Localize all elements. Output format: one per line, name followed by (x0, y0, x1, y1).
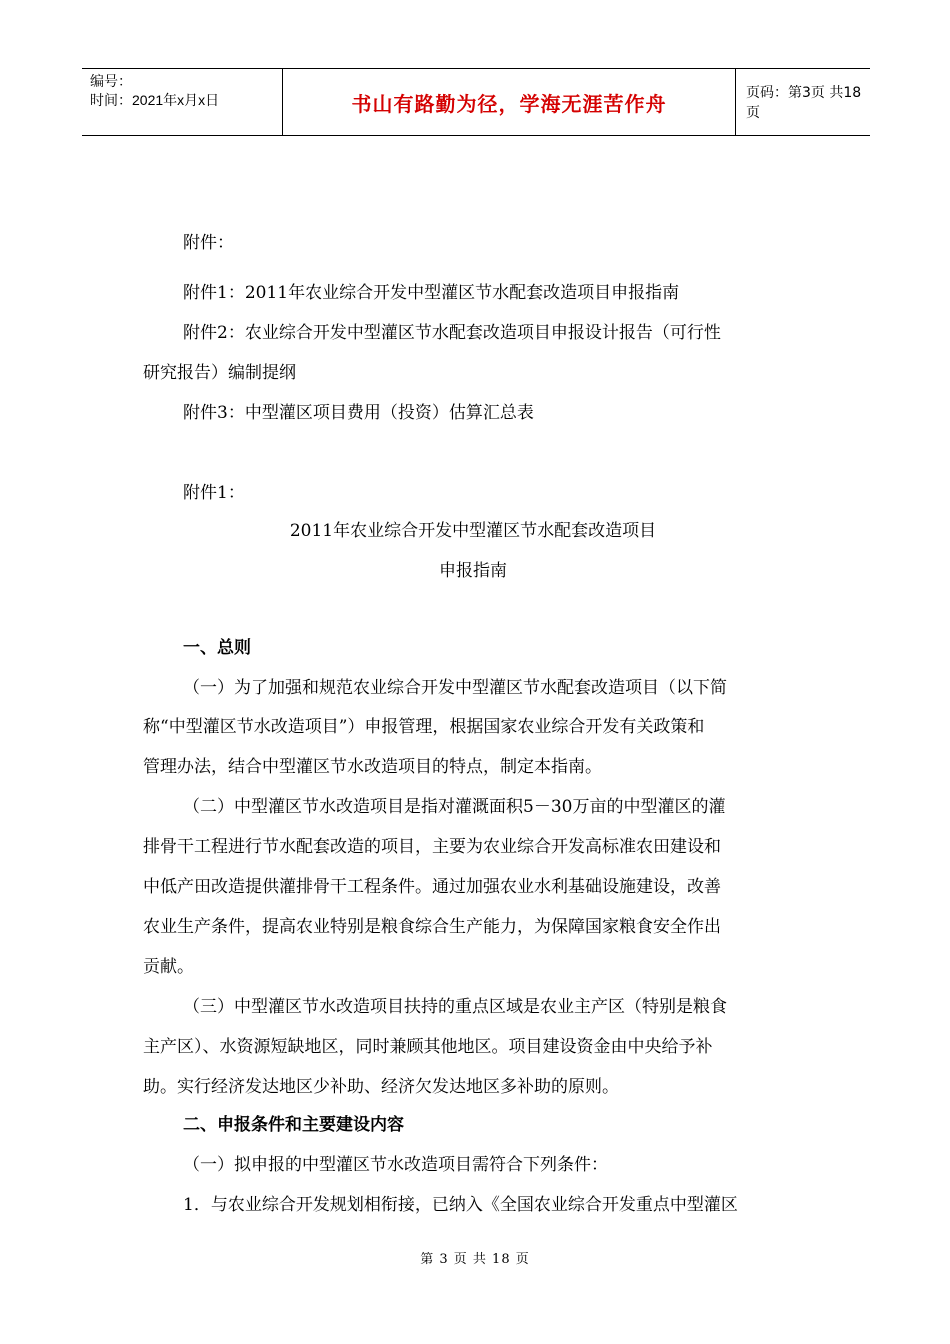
text-line: 贡献。 (143, 957, 194, 977)
header-table (82, 68, 870, 136)
text-line: 农业生产条件，提高农业特别是粮食综合生产能力，为保障国家粮食安全作出 (143, 917, 721, 937)
text-line: 附件1：2011年农业综合开发中型灌区节水配套改造项目申报指南 (183, 283, 680, 303)
text-line: 助。实行经济发达地区少补助、经济欠发达地区多补助的原则。 (143, 1077, 619, 1097)
text-line: （一）拟申报的中型灌区节水改造项目需符合下列条件： (183, 1155, 608, 1175)
text-line: （一）为了加强和规范农业综合开发中型灌区节水配套改造项目（以下简 (183, 678, 727, 698)
text-line: （三）中型灌区节水改造项目扶持的重点区域是农业主产区（特别是粮食 (183, 997, 727, 1017)
text-line: 附件： (183, 233, 234, 253)
guide-title: 2011年农业综合开发中型灌区节水配套改造项目 (289, 521, 657, 541)
text-line: 附件1： (183, 483, 245, 503)
guide-subtitle: 申报指南 (439, 561, 507, 581)
text-line: 排骨干工程进行节水配套改造的项目，主要为农业综合开发高标准农田建设和 (143, 837, 721, 857)
text-line: 附件2：农业综合开发中型灌区节水配套改造项目申报设计报告（可行性 (183, 323, 721, 343)
header-motto: 书山有路勤为径，学海无涯苦作舟 (351, 91, 667, 116)
header-meta-cell (82, 69, 282, 135)
text-line: 称“中型灌区节水改造项目”）申报管理，根据国家农业综合开发有关政策和 (143, 717, 705, 737)
header-page-info: 页码：第3页 共18页 (746, 85, 862, 121)
text-line: 中低产田改造提供灌排骨干工程条件。通过加强农业水利基础设施建设，改善 (143, 877, 721, 897)
text-line: 管理办法，结合中型灌区节水改造项目的特点，制定本指南。 (143, 757, 602, 777)
section-heading: 二、申报条件和主要建设内容 (183, 1115, 404, 1135)
header-page-cell (736, 69, 870, 135)
text-line: 主产区）、水资源短缺地区，同时兼顾其他地区。项目建设资金由中央给予补 (143, 1037, 713, 1057)
text-line: 1．与农业综合开发规划相衔接，已纳入《全国农业综合开发重点中型灌区 (183, 1195, 738, 1215)
text-line: 研究报告）编制提纲 (143, 363, 296, 383)
document-time-label: 时间：2021年x月x日 (90, 92, 220, 108)
header-motto-cell (282, 69, 736, 135)
text-line: 附件3：中型灌区项目费用（投资）估算汇总表 (183, 403, 534, 423)
page-footer: 第 3 页 共 18 页 (420, 1252, 530, 1267)
document-number-label: 编号： (90, 73, 132, 89)
text-line: （二）中型灌区节水改造项目是指对灌溉面积5－30万亩的中型灌区的灌 (183, 797, 726, 817)
section-heading: 一、总则 (183, 638, 251, 658)
